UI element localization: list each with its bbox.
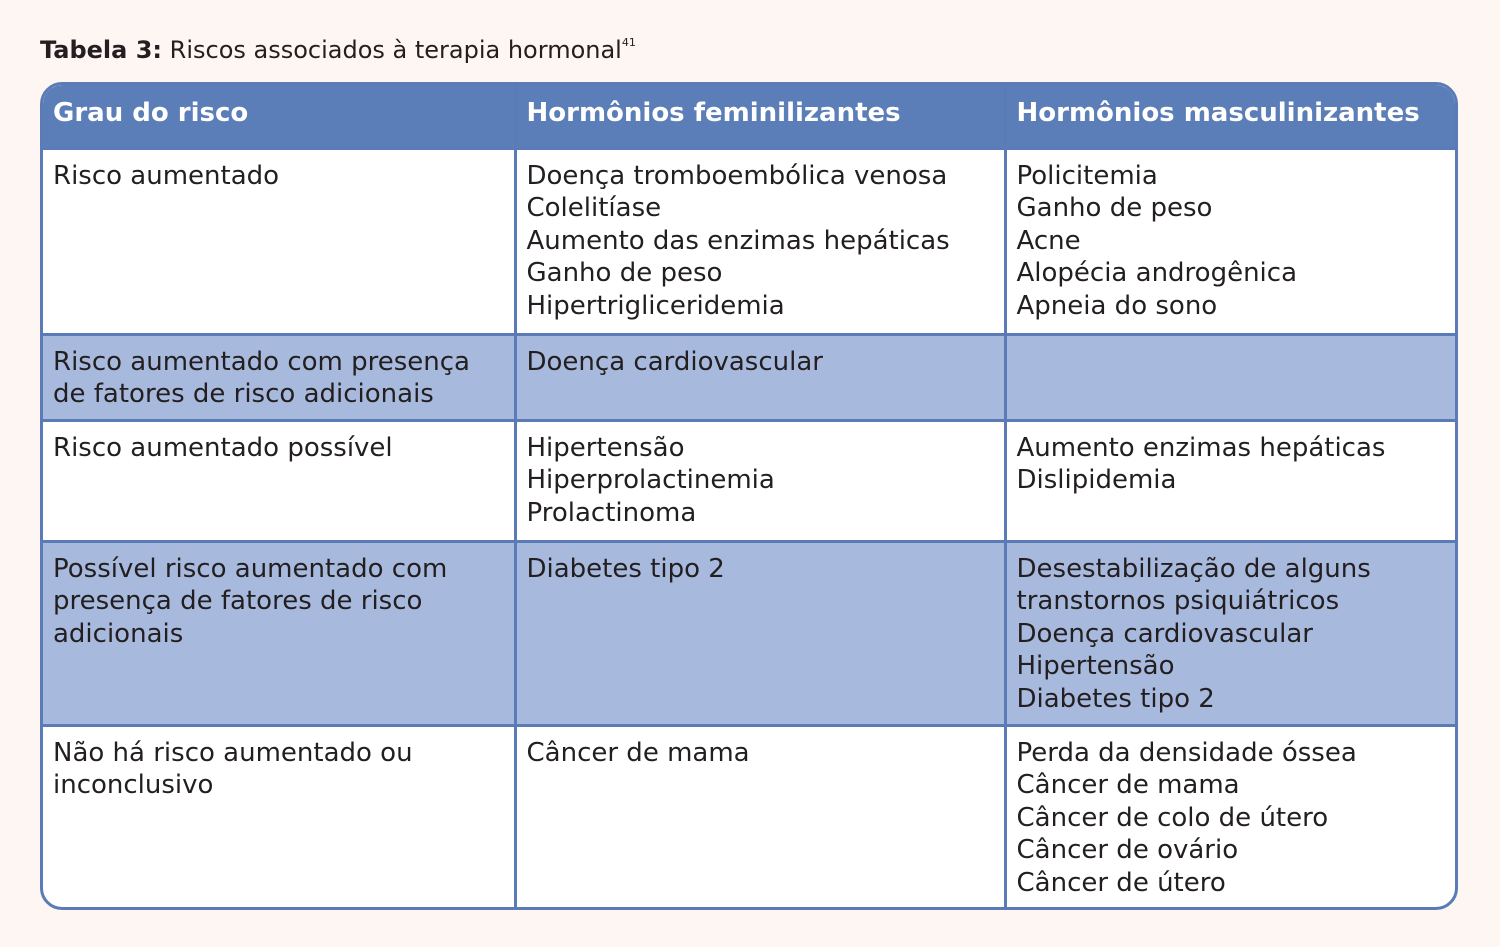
cell-line: Policitemia <box>1016 160 1158 191</box>
cell-line: de fatores de risco adicionais <box>53 379 434 409</box>
cell-grade <box>43 334 515 420</box>
cell-line: Hipertensão <box>526 432 685 463</box>
cell-grade <box>43 541 515 725</box>
cell-line: Aumento das enzimas hepáticas <box>526 225 950 256</box>
header-masculinizing: Hormônios masculinizantes <box>1005 85 1455 148</box>
cell-line: Ganho de peso <box>1016 193 1213 223</box>
cell-grade <box>43 420 515 541</box>
risk-table-grid <box>43 85 1455 910</box>
cell-line: Prolactinoma <box>526 497 697 528</box>
cell-line: Alopécia androgênica <box>1016 258 1298 288</box>
cell-line: Risco aumentado <box>53 160 280 191</box>
cell-masculinizing <box>1005 148 1455 334</box>
cell-line: transtornos psiquiátricos <box>1016 586 1340 616</box>
cell-line: Doença tromboembólica venosa <box>526 160 948 191</box>
cell-line: Câncer de mama <box>1016 770 1240 800</box>
table-row <box>43 541 1455 725</box>
cell-line: presença de fatores de risco <box>53 586 423 616</box>
cell-line: Apneia do sono <box>1016 290 1218 321</box>
cell-feminizing <box>515 420 1005 541</box>
risk-table <box>40 82 1458 910</box>
table-row <box>43 148 1455 334</box>
cell-line: Desestabilização de alguns <box>1016 553 1371 584</box>
cell-grade <box>43 725 515 910</box>
cell-line: Câncer de ovário <box>1016 835 1239 865</box>
cell-line: inconclusivo <box>53 770 214 800</box>
cell-line: Doença cardiovascular <box>1016 618 1313 649</box>
cell-line: Risco aumentado possível <box>53 432 393 463</box>
cell-line: Risco aumentado com presença <box>53 346 470 377</box>
header-grade: Grau do risco <box>43 85 515 148</box>
cell-line: Aumento enzimas hepáticas <box>1016 432 1386 463</box>
cell-line: Dislipidemia <box>1016 465 1177 495</box>
cell-feminizing <box>515 725 1005 910</box>
cell-feminizing <box>515 541 1005 725</box>
cell-line: Câncer de útero <box>1016 867 1226 898</box>
table-row <box>43 334 1455 420</box>
cell-grade <box>43 148 515 334</box>
cell-line: Possível risco aumentado com <box>53 553 448 584</box>
table-row <box>43 420 1455 541</box>
cell-line: Ganho de peso <box>526 258 723 288</box>
table-caption <box>40 28 636 65</box>
cell-line: Diabetes tipo 2 <box>1016 683 1215 714</box>
cell-masculinizing <box>1005 725 1455 910</box>
cell-line: Hipertrigliceridemia <box>526 290 785 321</box>
caption-reference: 41 <box>621 36 636 49</box>
cell-masculinizing <box>1005 334 1455 420</box>
cell-line: Hipertensão <box>1016 651 1175 681</box>
table-header-row <box>43 85 1455 148</box>
cell-feminizing <box>515 148 1005 334</box>
cell-line: Diabetes tipo 2 <box>526 553 725 584</box>
cell-line: Câncer de colo de útero <box>1016 802 1329 833</box>
cell-line: Doença cardiovascular <box>526 346 823 377</box>
cell-line: Acne <box>1016 225 1081 256</box>
cell-line: Não há risco aumentado ou <box>53 737 413 768</box>
table-row <box>43 725 1455 910</box>
cell-line: Perda da densidade óssea <box>1016 737 1357 768</box>
cell-line: adicionais <box>53 618 184 649</box>
cell-masculinizing <box>1005 541 1455 725</box>
caption-label: Tabela 3: <box>40 36 163 64</box>
cell-line: Colelitíase <box>526 193 662 223</box>
caption-text: Riscos associados à terapia hormonal <box>162 36 622 64</box>
cell-masculinizing <box>1005 420 1455 541</box>
cell-line: Hiperprolactinemia <box>526 465 775 495</box>
cell-line: Câncer de mama <box>526 737 750 768</box>
header-feminizing: Hormônios feminilizantes <box>515 85 1005 148</box>
cell-feminizing <box>515 334 1005 420</box>
